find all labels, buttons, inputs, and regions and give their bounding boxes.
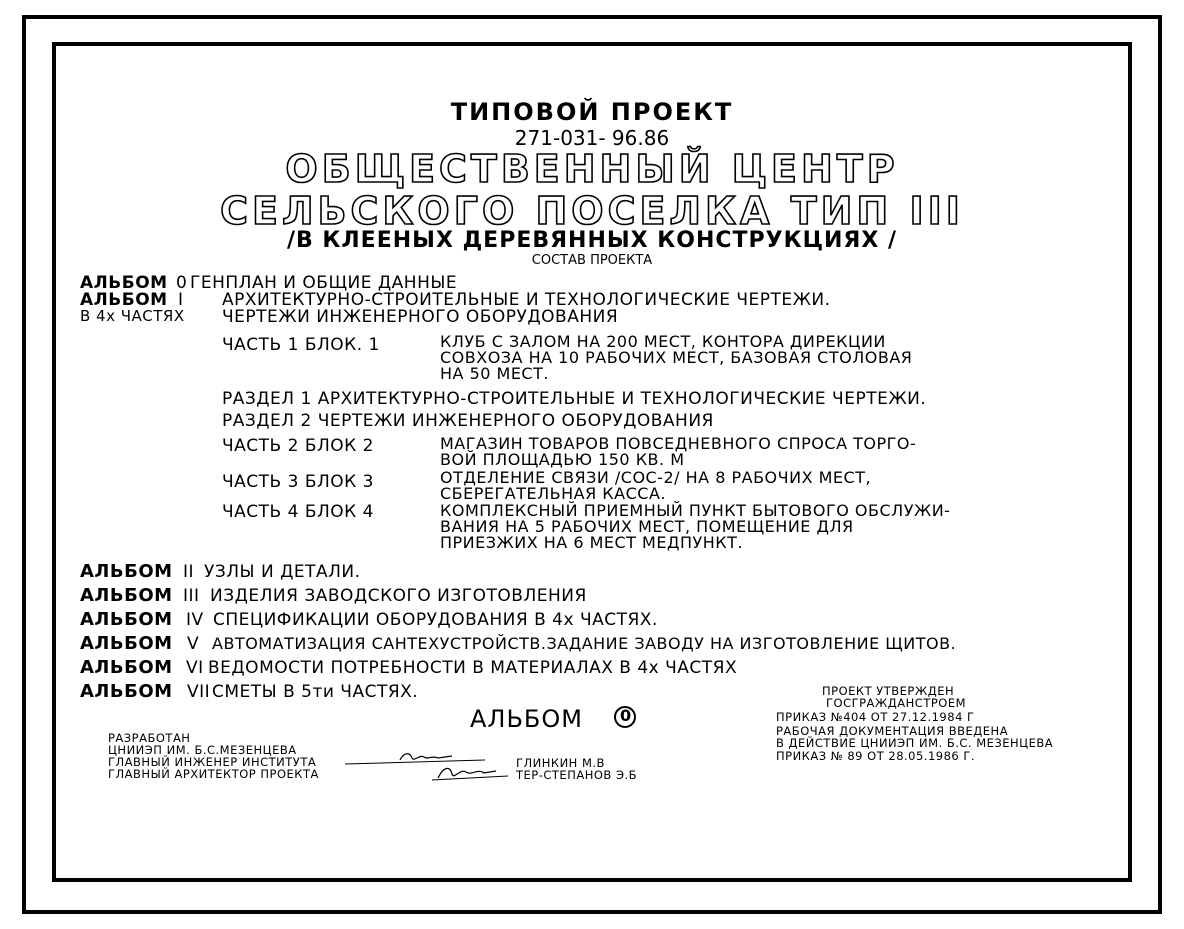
- developer-line-1: РАЗРАБОТАН: [108, 731, 191, 745]
- project-type: ТИПОВОЙ ПРОЕКТ: [450, 98, 734, 126]
- album-2-label: АЛЬБОМ: [80, 561, 173, 582]
- chief-engineer-name: ГЛИНКИН М.В: [516, 756, 605, 770]
- part-4-label: ЧАСТЬ 4 БЛОК 4: [222, 502, 374, 522]
- album-0-text: ГЕНПЛАН И ОБЩИЕ ДАННЫЕ: [190, 273, 458, 293]
- album-1-text: АРХИТЕКТУРНО-СТРОИТЕЛЬНЫЕ И ТЕХНОЛОГИЧЕСКИЕ ЧЕРТЕЖИ.: [222, 290, 831, 310]
- album-4-num: IV: [186, 610, 204, 630]
- section-2: РАЗДЕЛ 2 ЧЕРТЕЖИ ИНЖЕНЕРНОГО ОБОРУДОВАНИЯ: [222, 411, 714, 431]
- album-5-text: АВТОМАТИЗАЦИЯ САНТЕХУСТРОЙСТВ.ЗАДАНИЕ ЗАВОДУ НА ИЗГОТОВЛЕНИЕ ЩИТОВ.: [212, 634, 957, 653]
- approval-line-1: ПРОЕКТ УТВЕРЖДЕН: [822, 684, 955, 698]
- album-3-text: ИЗДЕЛИЯ ЗАВОДСКОГО ИЗГОТОВЛЕНИЯ: [210, 586, 587, 606]
- album-4-text: СПЕЦИФИКАЦИИ ОБОРУДОВАНИЯ В 4х ЧАСТЯХ.: [213, 610, 658, 630]
- title-line-1: ОБЩЕСТВЕННЫЙ ЦЕНТР: [285, 147, 899, 191]
- album-6-label: АЛЬБОМ: [80, 657, 173, 678]
- approval-line-2: ГОСГРАЖДАНСТРОЕМ: [826, 696, 967, 710]
- approval-line-6: ПРИКАЗ № 89 ОТ 28.05.1986 Г.: [776, 749, 976, 763]
- composition-heading: СОСТАВ ПРОЕКТА: [531, 253, 653, 268]
- part-2-label: ЧАСТЬ 2 БЛОК 2: [222, 436, 374, 456]
- developer-line-4: ГЛАВНЫЙ АРХИТЕКТОР ПРОЕКТА: [108, 767, 319, 781]
- album-6-text: ВЕДОМОСТИ ПОТРЕБНОСТИ В МАТЕРИАЛАХ В 4х ЧАСТЯХ: [208, 658, 738, 678]
- signature-2: [430, 762, 510, 784]
- album-5-label: АЛЬБОМ: [80, 633, 173, 654]
- part-3-text-2: СБЕРЕГАТЕЛЬНАЯ КАССА.: [440, 484, 666, 503]
- album-2-text: УЗЛЫ И ДЕТАЛИ.: [204, 562, 361, 582]
- engineering-drawings: ЧЕРТЕЖИ ИНЖЕНЕРНОГО ОБОРУДОВАНИЯ: [222, 307, 619, 327]
- album-7-label: АЛЬБОМ: [80, 681, 173, 702]
- part-4-text-3: ПРИЕЗЖИХ НА 6 МЕСТ МЕДПУНКТ.: [440, 533, 743, 552]
- approval-line-3: ПРИКАЗ №404 ОТ 27.12.1984 Г: [776, 710, 975, 724]
- part-4-text-1: КОМПЛЕКСНЫЙ ПРИЕМНЫЙ ПУНКТ БЫТОВОГО ОБСЛУЖИ-: [440, 501, 951, 520]
- chief-architect-name: ТЕР-СТЕПАНОВ Э.Б: [516, 768, 638, 782]
- title-line-2: СЕЛЬСКОГО ПОСЕЛКА ТИП III: [220, 189, 964, 233]
- album-3-num: III: [183, 586, 200, 606]
- album-7-num: VII: [187, 682, 211, 702]
- part-1-text-1: КЛУБ С ЗАЛОМ НА 200 МЕСТ, КОНТОРА ДИРЕКЦИИ: [440, 332, 886, 351]
- album-1-label: АЛЬБОМ: [80, 290, 168, 310]
- approval-line-5: В ДЕЙСТВИЕ ЦНИИЭП ИМ. Б.С. МЕЗЕНЦЕВА: [776, 736, 1054, 750]
- album-mark: АЛЬБОМ: [470, 705, 583, 733]
- album-0-num: 0: [176, 273, 188, 293]
- title-line-3: /В КЛЕЕНЫХ ДЕРЕВЯННЫХ КОНСТРУКЦИЯХ /: [286, 228, 898, 253]
- developer-line-3: ГЛАВНЫЙ ИНЖЕНЕР ИНСТИТУТА: [108, 755, 317, 769]
- album-4-label: АЛЬБОМ: [80, 609, 173, 630]
- approval-line-4: РАБОЧАЯ ДОКУМЕНТАЦИЯ ВВЕДЕНА: [776, 724, 1009, 738]
- part-4-text-2: ВАНИЯ НА 5 РАБОЧИХ МЕСТ, ПОМЕЩЕНИЕ ДЛЯ: [440, 517, 854, 536]
- part-1-text-2: СОВХОЗА НА 10 РАБОЧИХ МЕСТ, БАЗОВАЯ СТОЛОВАЯ: [440, 348, 913, 367]
- project-number: 271-031- 96.86: [514, 126, 670, 150]
- album-0-label: АЛЬБОМ: [80, 273, 168, 293]
- album-6-num: VI: [186, 658, 204, 678]
- album-mark-num: 0: [620, 706, 632, 725]
- part-3-label: ЧАСТЬ 3 БЛОК 3: [222, 472, 374, 492]
- section-1: РАЗДЕЛ 1 АРХИТЕКТУРНО-СТРОИТЕЛЬНЫЕ И ТЕХНОЛОГИЧЕСКИЕ ЧЕРТЕЖИ.: [222, 389, 927, 409]
- album-5-num: V: [187, 634, 200, 654]
- album-1-num: I: [178, 290, 184, 310]
- developer-line-2: ЦНИИЭП ИМ. Б.С.МЕЗЕНЦЕВА: [108, 743, 297, 757]
- part-2-text-1: МАГАЗИН ТОВАРОВ ПОВСЕДНЕВНОГО СПРОСА ТОРГО-: [440, 434, 917, 453]
- part-1-label: ЧАСТЬ 1 БЛОК. 1: [222, 335, 380, 355]
- parts-4-label: В 4х ЧАСТЯХ: [80, 307, 185, 325]
- album-3-label: АЛЬБОМ: [80, 585, 173, 606]
- part-1-text-3: НА 50 МЕСТ.: [440, 364, 549, 383]
- part-2-text-2: ВОЙ ПЛОЩАДЬЮ 150 КВ. М: [440, 450, 685, 469]
- album-2-num: II: [183, 562, 195, 582]
- album-7-text: СМЕТЫ В 5ти ЧАСТЯХ.: [212, 682, 419, 702]
- part-3-text-1: ОТДЕЛЕНИЕ СВЯЗИ /СОС-2/ НА 8 РАБОЧИХ МЕСТ,: [440, 468, 872, 487]
